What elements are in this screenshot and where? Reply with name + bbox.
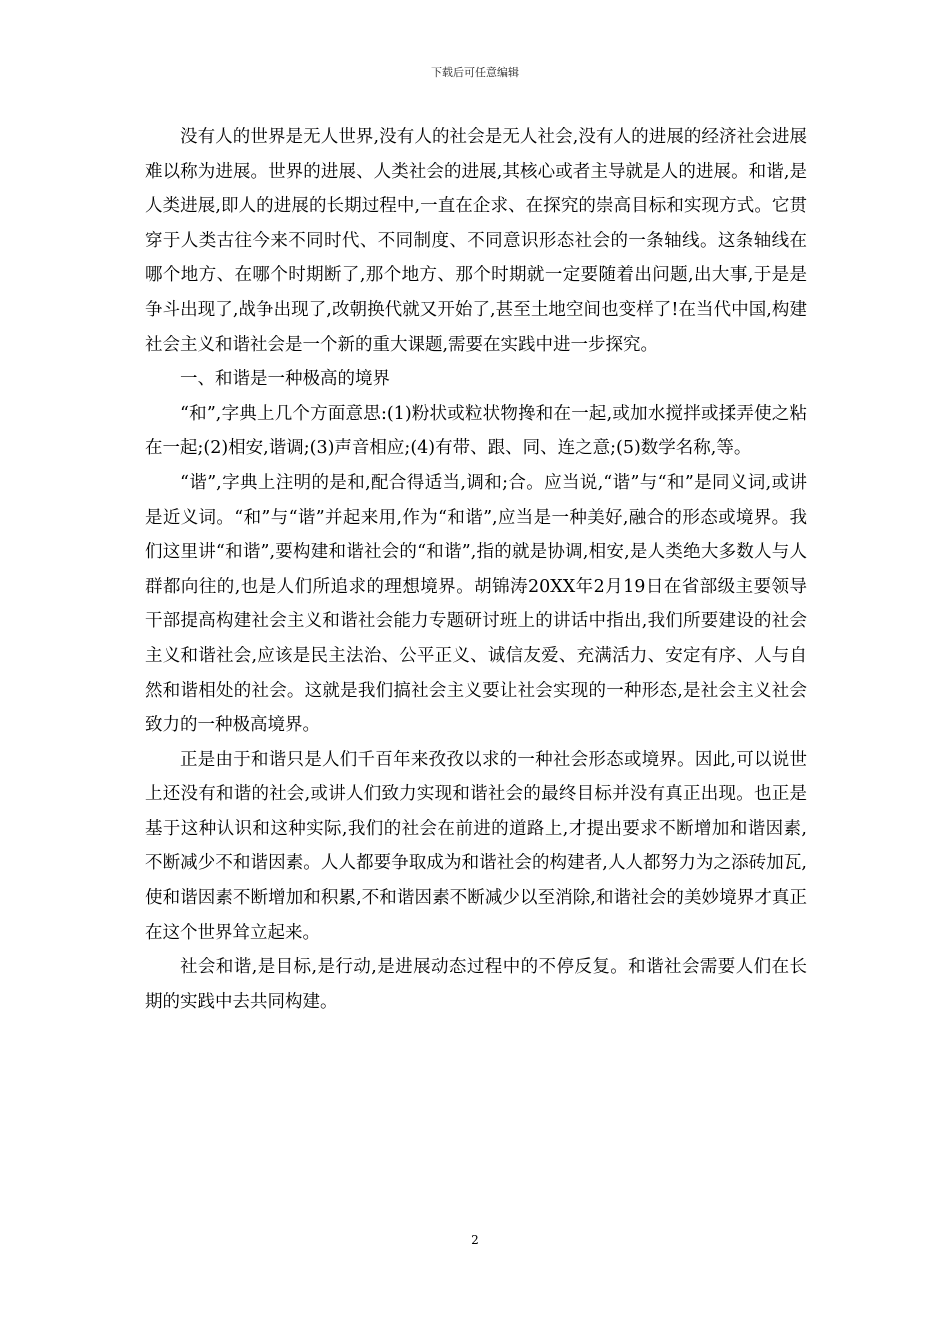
paragraph: 正是由于和谐只是人们千百年来孜孜以求的一种社会形态或境界。因此,可以说世上还没有和谐的社会,或讲人们致力实现和谐社会的最终目标并没有真正出现。也正是基于这种认识和这种实际,我们的社会在前进的道路上,才提出要求不断增加和谐因素,不断减少不和谐因素。人人都要争取成为和谐社会的构建者,人人都努力为之添砖加瓦,使和谐因素不断增加和积累,不和谐因素不断减少以至消除,和谐社会的美妙境界才真正在这个世界耸立起来。	[145, 749, 807, 943]
paragraph: “和”,字典上几个方面意思:(1)粉状或粒状物搀和在一起,或加水搅拌或揉弄使之粘在一起;(2)相安,谐调;(3)声音相应;(4)有带、跟、同、连之意;(5)数学名称,等。	[145, 403, 807, 459]
page-header: 下载后可任意编辑	[431, 66, 519, 79]
page-number: 2	[471, 1233, 479, 1247]
paragraph: 社会和谐,是目标,是行动,是进展动态过程中的不停反复。和谐社会需要人们在长期的实践中去共同构建。	[145, 957, 807, 1012]
section-heading: 一、和谐是一种极高的境界	[180, 369, 390, 390]
paragraph: “谐”,字典上注明的是和,配合得适当,调和;合。应当说,“谐”与“和”是同义词,或讲是近义词。“和”与“谐”并起来用,作为“和谐”,应当是一种美好,融合的形态或境界。我们这里讲“和谐”,要构建和谐社会的“和谐”,指的就是协调,相安,是人类绝大多数人与人群都向往的,也是人们所追求的理想境界。胡锦涛20XX年2月19日在省部级主要领导干部提高构建社会主义和谐社会能力专题研讨班上的讲话中指出,我们所要建设的社会主义和谐社会,应该是民主法治、公平正义、诚信友爱、充满活力、安定有序、人与自然和谐相处的社会。这就是我们搞社会主义要让社会实现的一种形态,是社会主义社会致力的一种极高境界。	[145, 472, 807, 736]
document-body	[145, 120, 807, 1019]
paragraph: 没有人的世界是无人世界,没有人的社会是无人社会,没有人的进展的经济社会进展难以称为进展。世界的进展、人类社会的进展,其核心或者主导就是人的进展。和谐,是人类进展,即人的进展的长期过程中,一直在企求、在探究的崇高目标和实现方式。它贯穿于人类古往今来不同时代、不同制度、不同意识形态社会的一条轴线。这条轴线在哪个地方、在哪个时期断了,那个地方、那个时期就一定要随着出问题,出大事,于是是争斗出现了,战争出现了,改朝换代就又开始了,甚至土地空间也变样了!在当代中国,构建社会主义和谐社会是一个新的重大课题,需要在实践中进一步探究。	[145, 127, 807, 355]
